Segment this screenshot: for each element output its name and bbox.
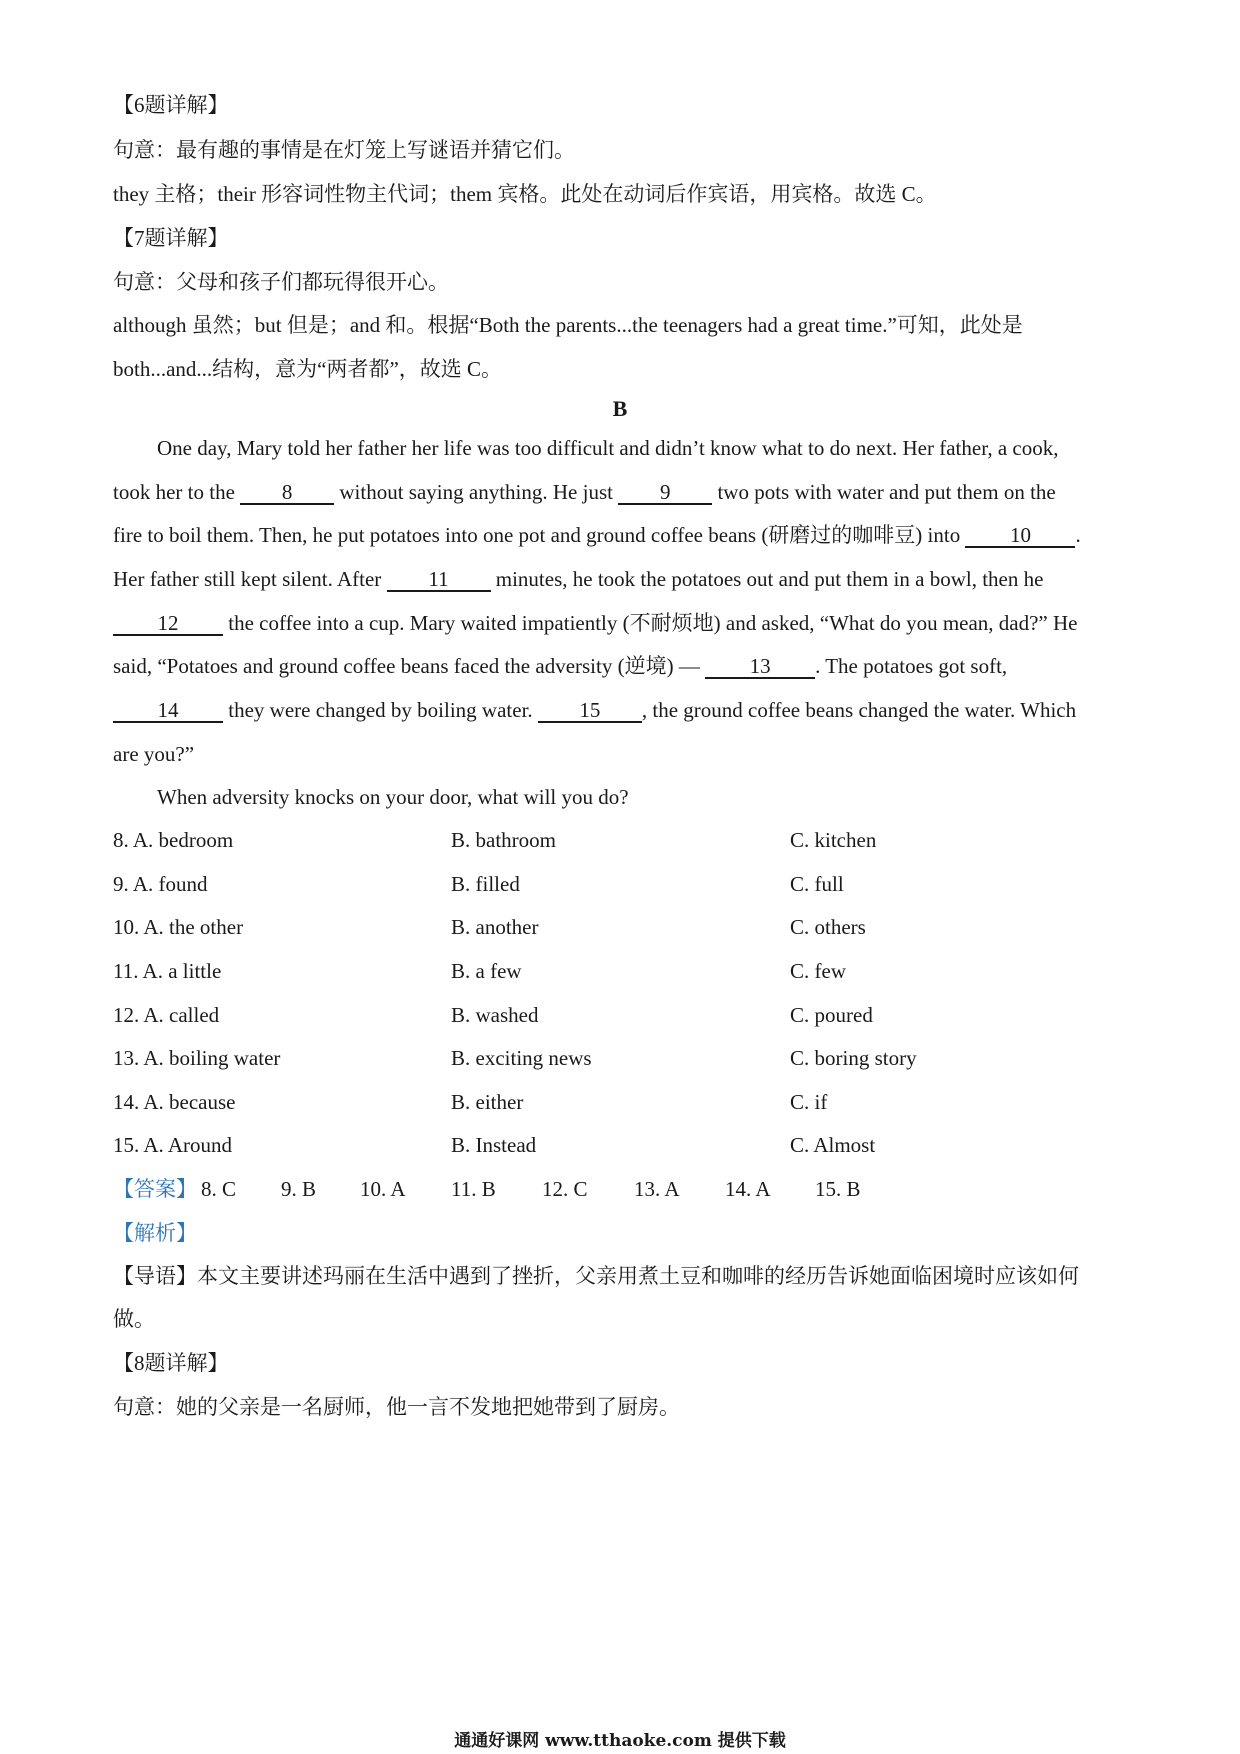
option-b: B. another [451, 915, 539, 939]
passage-text: . [1075, 523, 1081, 547]
q7-meaning: 句意：父母和孩子们都玩得很开心。 [113, 270, 449, 294]
intro-tag: 【导语】 [113, 1264, 197, 1288]
blank-11: 11 [387, 568, 491, 592]
option-c: C. few [790, 959, 846, 983]
q7-explanation-line2: both...and...结构，意为“两者都”，故选 C。 [113, 357, 503, 381]
option-b: B. filled [451, 872, 520, 896]
passage-line-8: are you?” [113, 742, 195, 766]
passage-text: took her to the [113, 480, 235, 504]
option-b: B. either [451, 1090, 524, 1114]
blank-9: 9 [618, 481, 712, 505]
option-b: B. exciting news [451, 1046, 592, 1070]
passage-text: fire to boil them. Then, he put potatoes into one pot and ground coffee beans (研磨过的咖啡豆) into [113, 523, 961, 547]
passage-line-1: One day, Mary told her father her life was too difficult and didn’t know what to do next. Her father, a cook, [157, 436, 1059, 460]
answer-item: 12. C [542, 1177, 588, 1201]
option-a: 12. A. called [113, 1003, 220, 1027]
blank-10: 10 [965, 524, 1075, 548]
passage-line-7 [113, 696, 1128, 724]
passage-text: the coffee into a cup. Mary waited impatiently (不耐烦地) and asked, “What do you mean, dad?” He [228, 611, 1078, 635]
option-a: 10. A. the other [113, 915, 244, 939]
option-a: 9. A. found [113, 872, 208, 896]
blank-12: 12 [113, 612, 223, 636]
option-row [113, 870, 1128, 898]
passage-text: minutes, he took the potatoes out and put them in a bowl, then he [495, 567, 1044, 591]
answer-row [113, 1175, 1128, 1203]
option-c: C. full [790, 872, 844, 896]
option-row [113, 826, 1128, 854]
option-row [113, 1088, 1128, 1116]
option-a: 11. A. a little [113, 959, 222, 983]
q8-meaning: 句意：她的父亲是一名厨师，他一言不发地把她带到了厨房。 [113, 1395, 680, 1419]
blank-8: 8 [240, 481, 334, 505]
blank-14: 14 [113, 699, 223, 723]
answer-item: 10. A [360, 1177, 406, 1201]
option-c: C. if [790, 1090, 828, 1114]
option-c: C. boring story [790, 1046, 917, 1070]
passage-text: without saying anything. He just [339, 480, 613, 504]
intro-line-1 [113, 1262, 1128, 1290]
option-row [113, 957, 1128, 985]
intro-line-2: 做。 [113, 1307, 155, 1331]
passage-line-4 [113, 565, 1128, 593]
option-b: B. Instead [451, 1133, 537, 1157]
option-row [113, 1131, 1128, 1159]
passage-line-6 [113, 652, 1128, 680]
blank-13: 13 [705, 655, 815, 679]
analysis-tag: 【解析】 [113, 1221, 197, 1245]
passage-line-3 [113, 521, 1128, 549]
passage-line-2 [113, 478, 1128, 506]
answer-item: 8. C [201, 1177, 237, 1201]
intro-text: 本文主要讲述玛丽在生活中遇到了挫折，父亲用煮土豆和咖啡的经历告诉她面临困境时应该如何 [197, 1264, 1079, 1288]
option-row [113, 1001, 1128, 1029]
section-title: B [612, 396, 628, 421]
passage-line-5 [113, 609, 1128, 637]
blank-15: 15 [538, 699, 642, 723]
option-c: C. kitchen [790, 828, 877, 852]
option-a: 13. A. boiling water [113, 1046, 281, 1070]
passage-text: . The potatoes got soft, [815, 654, 1008, 678]
passage-text: they were changed by boiling water. [228, 698, 533, 722]
option-b: B. washed [451, 1003, 539, 1027]
option-a: 15. A. Around [113, 1133, 233, 1157]
option-a: 8. A. bedroom [113, 828, 234, 852]
page-footer: 通通好课网 www.tthaoke.com 提供下载 [454, 1731, 786, 1751]
answer-tag: 【答案】 [113, 1177, 197, 1201]
option-b: B. a few [451, 959, 522, 983]
passage-line-9: When adversity knocks on your door, what will you do? [157, 785, 629, 809]
answer-item: 15. B [815, 1177, 861, 1201]
option-row [113, 1044, 1128, 1072]
q6-explanation: they 主格；their 形容词性物主代词；them 宾格。此处在动词后作宾语，用宾格。故选 C。 [113, 182, 937, 206]
q6-meaning: 句意：最有趣的事情是在灯笼上写谜语并猜它们。 [113, 138, 575, 162]
option-c: C. poured [790, 1003, 873, 1027]
passage-text: Her father still kept silent. After [113, 567, 382, 591]
option-a: 14. A. because [113, 1090, 236, 1114]
answer-item: 14. A [725, 1177, 771, 1201]
passage-text: , the ground coffee beans changed the water. Which [641, 698, 1077, 722]
option-c: C. others [790, 915, 866, 939]
answer-item: 9. B [281, 1177, 317, 1201]
answer-item: 13. A [634, 1177, 680, 1201]
option-c: C. Almost [790, 1133, 876, 1157]
q8-heading: 【8题详解】 [113, 1351, 229, 1375]
q6-heading: 【6题详解】 [113, 93, 229, 117]
passage-text: said, “Potatoes and ground coffee beans faced the adversity (逆境) — [113, 654, 700, 678]
q7-heading: 【7题详解】 [113, 226, 229, 250]
option-b: B. bathroom [451, 828, 556, 852]
passage-text: two pots with water and put them on the [717, 480, 1056, 504]
answer-item: 11. B [451, 1177, 496, 1201]
option-row [113, 913, 1128, 941]
q7-explanation-line1: although 虽然；but 但是；and 和。根据“Both the parents...the teenagers had a great time.”可知，此处是 [113, 313, 1023, 337]
